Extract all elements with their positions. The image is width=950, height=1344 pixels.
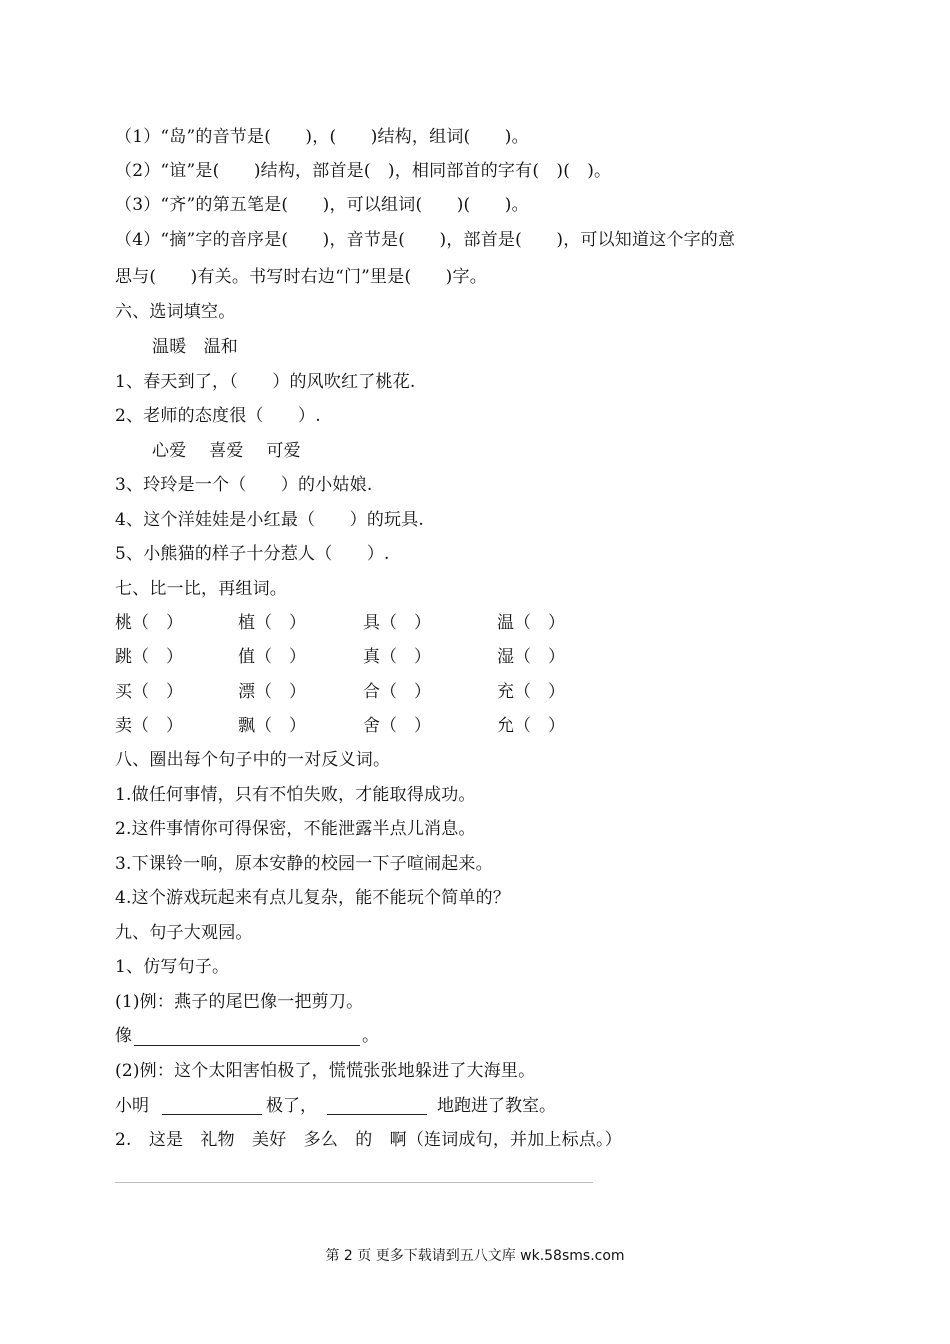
answer-blank-line[interactable] — [162, 1114, 262, 1115]
s6-word-group-1: 温暖 温和 — [152, 337, 238, 357]
s9-sub2: 2. 这是 礼物 美好 多么 的 啊（连词成句，并加上标点。） — [115, 1130, 622, 1150]
s7-cell: 值（ ） — [238, 647, 306, 667]
s6-q4: 4、这个洋娃娃是小红最（ ）的玩具. — [115, 510, 425, 530]
s9-example-1: (1)例：燕子的尾巴像一把剪刀。 — [115, 992, 364, 1012]
s5-item-4: （4）“摘”字的音序是( )，音节是( )，部首是( )，可以知道这个字的意 — [115, 230, 736, 250]
s7-cell: 舍（ ） — [363, 716, 431, 736]
s6-q3: 3、玲玲是一个（ ）的小姑娘. — [115, 475, 373, 495]
s9-answer1-start: 像 — [115, 1026, 132, 1046]
s7-cell: 合（ ） — [363, 682, 431, 702]
s9-example-2: (2)例：这个太阳害怕极了，慌慌张张地躲进了大海里。 — [115, 1061, 536, 1081]
answer-blank-line[interactable] — [134, 1045, 360, 1046]
answer-blank-line[interactable] — [115, 1182, 593, 1183]
s6-word-group-2: 心爱 喜爱 可爱 — [152, 441, 301, 461]
s7-cell: 植（ ） — [238, 613, 306, 633]
section9-title: 九、句子大观园。 — [115, 923, 253, 943]
s7-cell: 漂（ ） — [238, 682, 306, 702]
s9-answer1-end: 。 — [362, 1026, 379, 1046]
s9-answer2-b: 极了， — [266, 1096, 317, 1116]
s8-item-2: 2.这件事情你可得保密，不能泄露半点儿消息。 — [115, 819, 476, 839]
section8-title: 八、圈出每个句子中的一对反义词。 — [115, 750, 391, 770]
s7-cell: 允（ ） — [497, 716, 565, 736]
s7-cell: 湿（ ） — [497, 647, 565, 667]
s6-q2: 2、老师的态度很（ ）. — [115, 406, 321, 426]
s5-item-2: （2）“谊”是( )结构，部首是( )，相同部首的字有( )( )。 — [115, 161, 612, 181]
s6-q5: 5、小熊猫的样子十分惹人（ ）. — [115, 544, 390, 564]
s8-item-1: 1.做任何事情，只有不怕失败，才能取得成功。 — [115, 785, 476, 805]
s6-q1: 1、春天到了，（ ）的风吹红了桃花. — [115, 372, 416, 392]
s7-cell: 卖（ ） — [115, 716, 183, 736]
s7-cell: 跳（ ） — [115, 647, 183, 667]
section7-title: 七、比一比，再组词。 — [115, 579, 287, 599]
s5-item-4-cont: 思与( )有关。书写时右边“门”里是( )字。 — [115, 267, 487, 287]
s8-item-3: 3.下课铃一响，原本安静的校园一下子喧闹起来。 — [115, 854, 493, 874]
s5-item-1: （1）“岛”的音节是( )，( )结构，组词( )。 — [115, 127, 529, 147]
s7-cell: 充（ ） — [497, 682, 565, 702]
s9-answer2-c: 地跑进了教室。 — [437, 1096, 556, 1116]
page-footer: 第 2 页 更多下载请到五八文库 wk.58sms.com — [325, 1248, 625, 1264]
s8-item-4: 4.这个游戏玩起来有点儿复杂，能不能玩个简单的？ — [115, 888, 511, 908]
s7-cell: 买（ ） — [115, 682, 183, 702]
section6-title: 六、选词填空。 — [115, 302, 236, 322]
s7-cell: 具（ ） — [363, 613, 431, 633]
answer-blank-line[interactable] — [327, 1114, 427, 1115]
s7-cell: 桃（ ） — [115, 613, 183, 633]
s9-sub1: 1、仿写句子。 — [115, 957, 230, 977]
s7-cell: 真（ ） — [363, 647, 431, 667]
s7-cell: 温（ ） — [497, 613, 565, 633]
s9-answer2-a: 小明 — [115, 1096, 149, 1116]
s5-item-3: （3）“齐”的第五笔是( )，可以组词( )( )。 — [115, 195, 529, 215]
s7-cell: 飘（ ） — [238, 716, 306, 736]
